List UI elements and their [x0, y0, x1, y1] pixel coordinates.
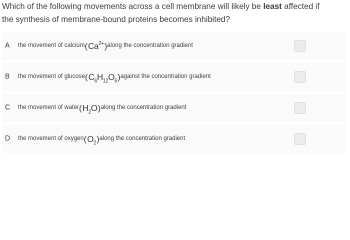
open-paren: (: [83, 134, 87, 144]
option-text-end: along the concentration gradient: [107, 43, 193, 49]
formula-calcium-ion: [88, 41, 104, 51]
option-text-end: along the concentration gradient: [99, 136, 186, 142]
formula-element: C: [88, 72, 95, 82]
option-letter: A: [5, 42, 10, 50]
option-letter: D: [5, 135, 11, 143]
formula-charge: 2+: [98, 41, 104, 48]
option-text: [18, 103, 187, 116]
formula-subscript: 12: [102, 78, 109, 85]
formula-element: O: [87, 134, 94, 144]
option-checkbox[interactable]: [294, 71, 306, 83]
option-text: [18, 41, 193, 51]
formula-glucose: [88, 72, 118, 85]
formula-water: [82, 103, 98, 116]
close-paren: ): [97, 103, 101, 113]
option-text: [18, 72, 211, 85]
formula-element: Ca: [88, 41, 99, 51]
open-paren: (: [79, 103, 82, 113]
option-c[interactable]: [2, 94, 346, 122]
option-text-start: the movement of glucose: [18, 74, 86, 80]
formula-element: H: [96, 72, 103, 82]
formula-oxygen: [87, 134, 97, 147]
formula-element: O: [108, 72, 115, 82]
close-paren: ): [96, 134, 100, 144]
option-text-start: the movement of calcium: [18, 43, 85, 49]
formula-subscript: 6: [94, 78, 97, 85]
open-paren: (: [84, 41, 88, 51]
open-paren: (: [85, 72, 88, 82]
option-a[interactable]: [2, 32, 346, 60]
option-text-start: the movement of oxygen: [18, 136, 84, 142]
answer-options: [2, 32, 346, 156]
option-text-end: along the concentration gradient: [100, 105, 187, 111]
formula-subscript: 2: [93, 140, 97, 147]
question-line-1: [2, 1, 348, 14]
question-emphasis: least: [263, 2, 282, 11]
question-text-end: affected if: [281, 2, 320, 11]
formula-subscript: 6: [114, 78, 118, 85]
option-d[interactable]: [2, 125, 346, 153]
option-text-end: against the concentration gradient: [120, 74, 211, 80]
close-paren: ): [104, 41, 108, 51]
question-prompt: [2, 1, 348, 26]
close-paren: ): [117, 72, 121, 82]
option-checkbox[interactable]: [294, 133, 306, 145]
option-letter: B: [5, 73, 10, 81]
option-checkbox[interactable]: [294, 40, 306, 52]
question-line-2: the synthesis of membrane-bound proteins becomes inhibited?: [2, 14, 231, 24]
formula-element: O: [90, 103, 98, 113]
option-text: [18, 134, 186, 147]
formula-element: H: [82, 103, 89, 113]
question-text-start: Which of the following movements across a cell membrane will likely be: [2, 2, 264, 11]
option-checkbox[interactable]: [294, 102, 306, 114]
option-text-start: the movement of water: [18, 105, 80, 111]
option-letter: C: [5, 104, 11, 112]
option-b[interactable]: [2, 63, 346, 91]
formula-subscript: 2: [88, 109, 91, 116]
